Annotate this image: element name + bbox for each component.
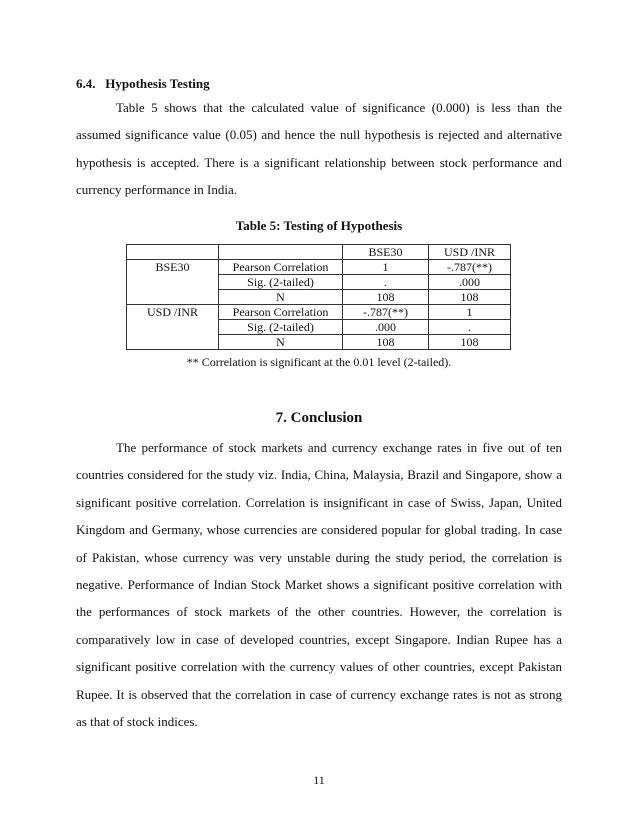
table-cell: 108 (343, 290, 429, 305)
page-number: 11 (313, 773, 325, 787)
header-cell (127, 245, 219, 260)
table-cell: -.787(**) (343, 305, 429, 320)
row-label-cell (127, 290, 219, 305)
table-row (127, 320, 511, 335)
table-row (127, 335, 511, 350)
table-header-row (127, 245, 511, 260)
conclusion-heading: 7. Conclusion (275, 410, 363, 426)
table-cell: . (343, 275, 429, 290)
header-cell (219, 245, 343, 260)
table-cell: . (429, 320, 511, 335)
table-cell: N (219, 290, 343, 305)
table-row (127, 290, 511, 305)
table-cell: Pearson Correlation (219, 260, 343, 275)
table-cell: 108 (343, 335, 429, 350)
hypothesis-table (126, 244, 511, 350)
table-cell: .000 (343, 320, 429, 335)
table-row (127, 260, 511, 275)
table-cell: 1 (429, 305, 511, 320)
conclusion-paragraph-text: The performance of stock markets and currency exchange rates in five out of ten countries considered for the study viz. India, China, Malaysia, Brazil and Singapore, show a significant positive correlation. Correlation is insignificant in case of Swiss, Japan, United Kingdom and Germany, whose currencies are considered popular for global trading. In case of Pakistan, whose currency was very unstable during the study period, the correlation is negative. Performance of Indian Stock Market shows a significant positive correlation with the performances of stock markets of the other countries. However, the correlation is comparatively low in case of developed countries, except Singapore. Indian Rupee has a significant positive correlation with the currency values of other countries, except Pakistan Rupee. It is observed that the correlation in case of currency exchange rates is not as strong as that of stock indices. (76, 440, 562, 730)
row-label-cell: USD /INR (127, 305, 219, 320)
row-label-cell: BSE30 (127, 260, 219, 275)
conclusion-paragraph (76, 434, 562, 735)
table-row (127, 275, 511, 290)
header-cell: BSE30 (343, 245, 429, 260)
hypothesis-paragraph-text: Table 5 shows that the calculated value of significance (0.000) is less than the assumed significance value (0.05) and hence the null hypothesis is rejected and alternative hypothesis is accepted. There is a significant relationship between stock performance and currency performance in India. (76, 100, 562, 198)
table-cell: Sig. (2-tailed) (219, 275, 343, 290)
section-heading-hypothesis-testing: 6.4. Hypothesis Testing (76, 76, 210, 91)
table-cell: 108 (429, 335, 511, 350)
table-footnote: ** Correlation is significant at the 0.01 level (2-tailed). (186, 355, 452, 369)
table-cell: N (219, 335, 343, 350)
table-row (127, 305, 511, 320)
table-cell: 108 (429, 290, 511, 305)
table-cell: .000 (429, 275, 511, 290)
table-cell: -.787(**) (429, 260, 511, 275)
hypothesis-paragraph (76, 94, 562, 204)
header-cell: USD /INR (429, 245, 511, 260)
table-cell: Sig. (2-tailed) (219, 320, 343, 335)
table-title: Table 5: Testing of Hypothesis (235, 218, 403, 233)
row-label-cell (127, 275, 219, 290)
table-cell: 1 (343, 260, 429, 275)
row-label-cell (127, 320, 219, 335)
table-cell: Pearson Correlation (219, 305, 343, 320)
row-label-cell (127, 335, 219, 350)
